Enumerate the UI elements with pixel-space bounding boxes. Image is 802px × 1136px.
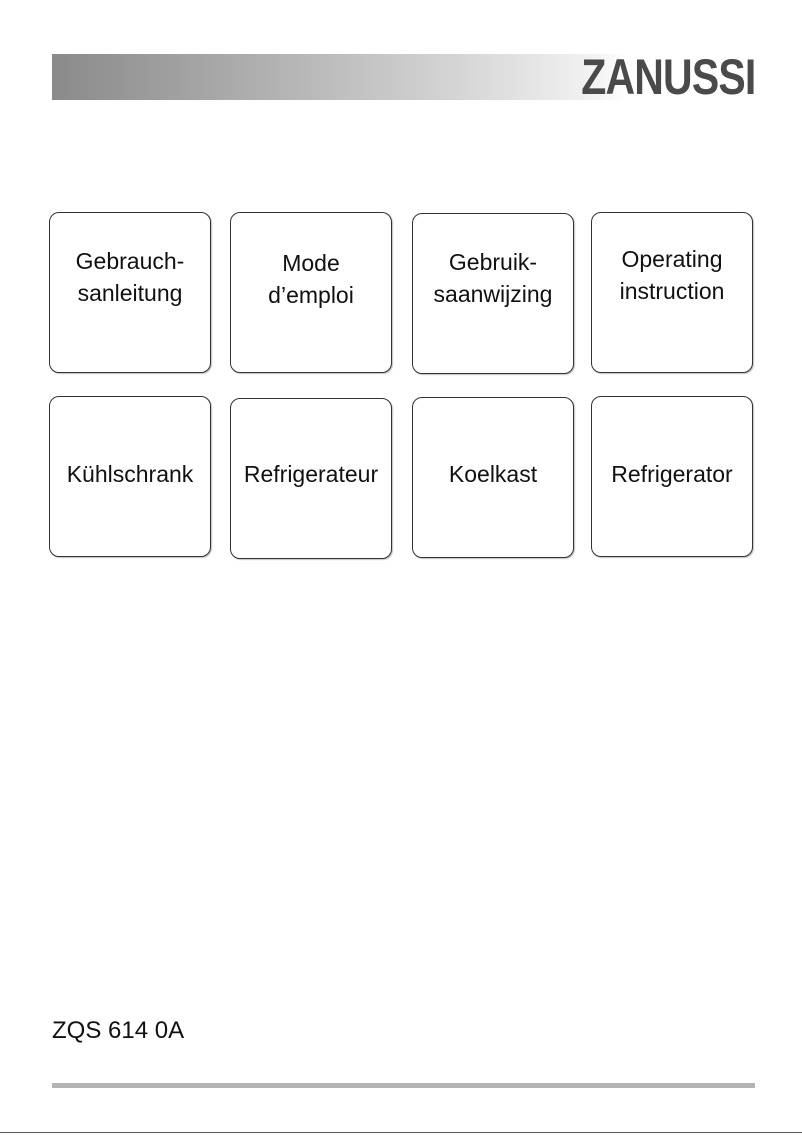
manual-box-english [591, 212, 753, 373]
page-bottom-edge [0, 1132, 802, 1133]
appliance-title-french: Refrigerateur [243, 460, 379, 487]
footer-divider [52, 1083, 755, 1088]
manual-title-dutch: Gebruik- saanwijzing [433, 248, 553, 307]
appliance-box-german [49, 396, 211, 557]
appliance-title-english: Refrigerator [611, 460, 733, 487]
manual-box-german [49, 212, 211, 373]
appliance-title-german: Kühlschrank [66, 460, 194, 487]
appliance-title-dutch: Koelkast [448, 460, 538, 487]
manual-box-dutch [412, 213, 574, 374]
appliance-box-english [591, 396, 753, 557]
manual-title-german: Gebrauch- sanleitung [75, 247, 185, 306]
manual-title-english: Operating instruction [619, 245, 725, 304]
model-number: ZQS 614 0A [52, 1017, 185, 1044]
appliance-box-french [230, 398, 392, 559]
manual-title-french: Mode d’emploi [268, 249, 354, 308]
appliance-box-dutch [412, 397, 574, 558]
manual-box-french [230, 212, 392, 373]
brand-logo: ZANUSSI [580, 49, 755, 105]
